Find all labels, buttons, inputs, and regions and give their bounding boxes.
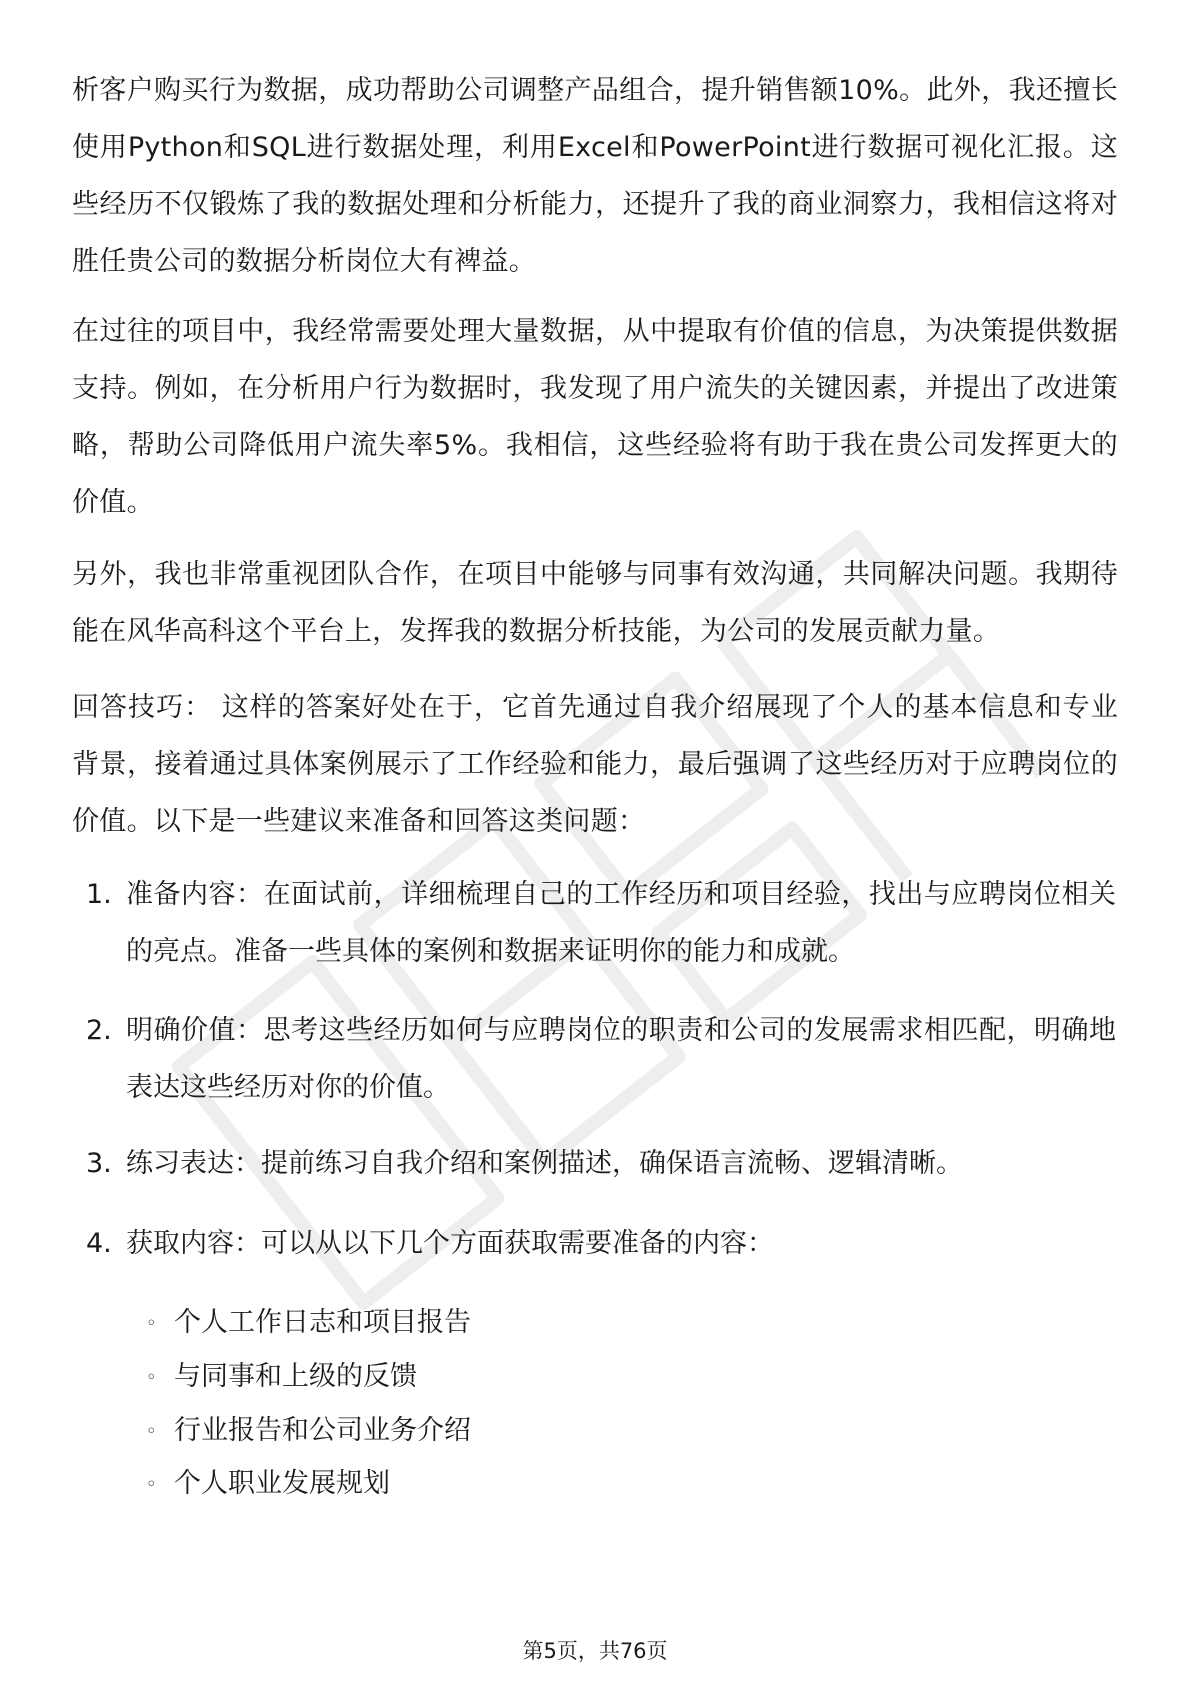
list-text: 准备内容：在面试前，详细梳理自己的工作经历和项目经验，找出与应聘岗位相关的亮点。准备一些具体的案例和数据来证明你的能力和成就。: [126, 879, 1116, 967]
hollow-bullet-icon: ◦: [146, 1473, 157, 1495]
list-text: 明确价值：思考这些经历如何与应聘岗位的职责和公司的发展需求相匹配，明确地表达这些经历对你的价值。: [126, 1015, 1116, 1103]
list-number: 2.: [86, 1015, 112, 1046]
sub-list-text: 行业报告和公司业务介绍: [174, 1415, 471, 1446]
paragraph-projects: 在过往的项目中，我经常需要处理大量数据，从中提取有价值的信息，为决策提供数据支持。例如，在分析用户行为数据时，我发现了用户流失的关键因素，并提出了改进策略，帮助公司降低用户流失率5%。我相信，这些经验将有助于我在贵公司发挥更大的价值。: [72, 316, 1118, 518]
list-number: 4.: [86, 1228, 112, 1259]
sub-list-text: 与同事和上级的反馈: [174, 1361, 417, 1392]
hollow-bullet-icon: ◦: [146, 1420, 157, 1442]
paragraph-answer-tips: 回答技巧： 这样的答案好处在于，它首先通过自我介绍展现了个人的基本信息和专业背景，接着通过具体案例展示了工作经验和能力，最后强调了这些经历对于应聘岗位的价值。以下是一些建议来准备和回答这类问题：: [72, 692, 1118, 837]
sub-list-item: [146, 1303, 471, 1344]
paragraph-teamwork: 另外，我也非常重视团队合作，在项目中能够与同事有效沟通，共同解决问题。我期待能在风华高科这个平台上，发挥我的数据分析技能，为公司的发展贡献力量。: [72, 559, 1118, 647]
list-text: 获取内容：可以从以下几个方面获取需要准备的内容：: [126, 1228, 774, 1259]
sub-list-item: [146, 1357, 417, 1398]
hollow-bullet-icon: ◦: [146, 1312, 157, 1334]
sub-list-item: [146, 1464, 390, 1505]
paragraph-experience: 析客户购买行为数据，成功帮助公司调整产品组合，提升销售额10%。此外，我还擅长使用Python和SQL进行数据处理，利用Excel和PowerPoint进行数据可视化汇报。这些经历不仅锻炼了我的数据处理和分析能力，还提升了我的商业洞察力，我相信这将对胜任贵公司的数据分析岗位大有裨益。: [72, 75, 1118, 277]
list-number: 3.: [86, 1148, 112, 1179]
list-text: 练习表达：提前练习自我介绍和案例描述，确保语言流畅、逻辑清晰。: [126, 1148, 963, 1179]
page-number-footer: 第5页，共76页: [522, 1639, 668, 1663]
hollow-bullet-icon: ◦: [146, 1366, 157, 1388]
sub-list-item: [146, 1411, 471, 1452]
sub-list-text: 个人职业发展规划: [174, 1468, 390, 1499]
sub-list-text: 个人工作日志和项目报告: [174, 1307, 471, 1338]
list-number: 1.: [86, 879, 112, 910]
